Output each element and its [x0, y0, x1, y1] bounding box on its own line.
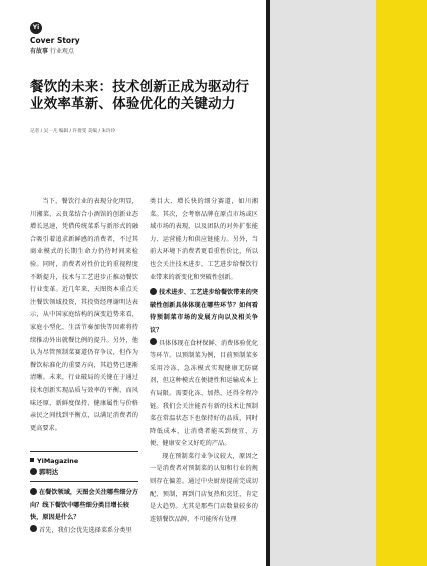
body-paragraph: 现在预制菜行业争议较大，原因之一是消费者对预制菜的认知和行业的规则存在偏差。通过中央厨房提前完成切配、预制，再到门店复热和烹饪，肯定是大趋势。尤其是那些门店数量较多的连锁餐饮品牌，不可能所有处理	[150, 452, 258, 523]
question-paragraph	[150, 287, 258, 337]
interviewee-name: 郭明达	[39, 468, 59, 476]
magazine-name: YiMagazine	[37, 457, 79, 465]
answer-dot-icon	[150, 338, 157, 345]
question-paragraph	[30, 487, 138, 525]
answer-dot-icon	[30, 525, 37, 532]
answer-paragraph	[150, 338, 258, 451]
answer-text: 首先，我们会优先选择菜系分类里	[39, 526, 132, 534]
facing-page-yellow	[376, 0, 427, 566]
question-dot-icon	[150, 288, 157, 295]
body-paragraph: 类目大、增长快的细分赛道，如川湘菜。其次，会考察品牌在原点市场或区域市场的表现，以及团队的对外扩张能力、运营能力和供应链能力。另外，当前大环境下消费者更看重性价比，所以也会关注技术进步、工艺进步给餐饮行业带来的新变化和突破性创新。	[150, 198, 258, 281]
right-column	[150, 196, 258, 526]
interview-block	[30, 451, 138, 537]
article-headline: 餐饮的未来：技术创新正成为驱动行业效率革新、体验优化的关键动力	[30, 79, 250, 112]
answer-paragraph	[30, 525, 138, 538]
facing-page-gray	[270, 0, 376, 566]
divider	[30, 451, 138, 452]
question-text: 技术进步、工艺进步给餐饮带来的突破性创新具体体现在哪些环节？如何看待预制菜市场的发展方向以及相关争议？	[150, 289, 258, 334]
intro-paragraph: 当下，餐饮行业的表现分化明显，川湘菜、云贵菜结合小酒馆的创新业态增长迅速，凭借传统菜系与新形式的融合吸引着追求新鲜感的消费者，不过其商业模式的长期生命力仍待时间来检验。同时，消费者对性价比的重视程度不断提升，技术与工艺进步正推动餐饮行业变革。近几年来，天图资本重点关注餐饮领域投资，其投资经理谢明达表示，从中国家庭结构的演变趋势来看，家庭小型化、生活节奏加快等因素将持续推动外出就餐比例的提升。另外，他认为尽管预制菜赛道仍存争议，但作为餐饮标准化的重要方向，其趋势已逐渐清晰。未来，行业破局的关键在于通过技术创新实现品质与效率的平衡，而风味还原、新鲜度保持、健康属性与价格亲民之间找到平衡点，以满足消费者的更高要求。	[30, 198, 138, 432]
section-title: Cover Story	[30, 36, 80, 45]
question-dot-icon	[30, 488, 37, 495]
divider	[30, 481, 138, 482]
answer-text: 具体体现在食材保鲜、消费体验优化等环节。以预制菜为例，目前预制菜多采用冷冻、急冻模式实现健康无防腐剂，但这种模式在便捷性和运输成本上有局限。需要化冻、加热，还得全程冷链。我们会关注能否有新的技术让预制菜在常温状态下也保持好的品质，同时降低成本，让消费者能买到便宜、方便、健康安全又好吃的产品。	[150, 339, 258, 448]
interview-text	[30, 487, 138, 537]
magazine-label	[30, 456, 138, 467]
article-byline: 记者 / 吴一凡 编辑 / 许倩雯 美编 / 朱玲玲	[30, 129, 116, 134]
speaker-dot-icon	[30, 468, 37, 475]
section-sub-bold: 有故事	[30, 48, 49, 55]
section-sub-rest: 行业观点	[48, 48, 74, 55]
section-subtitle	[30, 46, 74, 55]
left-column	[30, 196, 138, 435]
yi-logo-icon: Yi	[30, 22, 42, 34]
question-text: 在餐饮领域，天图会关注哪些细分方向？线下餐饮中哪些细分类目增长较快，原因是什么？	[30, 489, 138, 522]
square-bullet-icon	[30, 458, 34, 462]
interviewee-label	[30, 467, 138, 478]
